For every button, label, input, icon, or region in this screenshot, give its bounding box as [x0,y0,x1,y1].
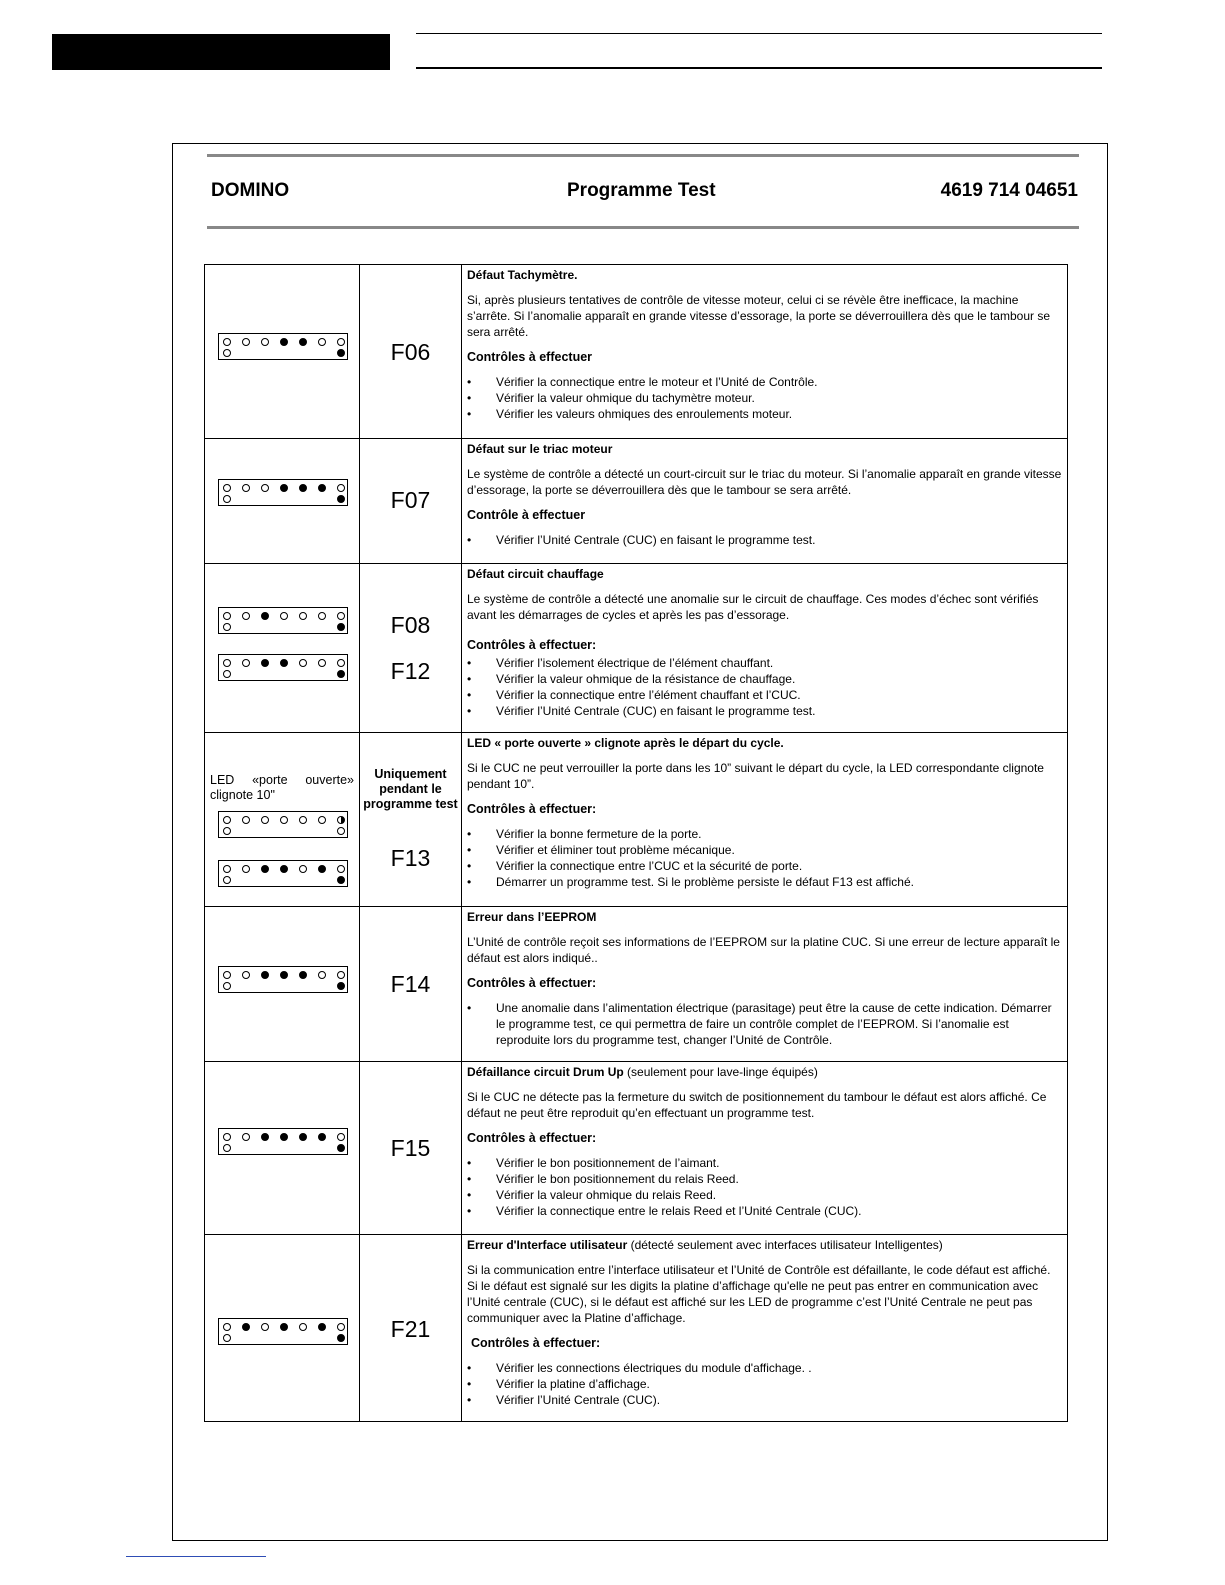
led-indicator [337,1144,345,1152]
fault-title: Défaut Tachymètre. [467,268,578,282]
led-indicator [318,971,326,979]
led-indicator [261,865,269,873]
led-indicator [280,338,288,346]
check-item: • Vérifier la connectique entre le moteur et l’Unité de Contrôle. [467,374,1063,390]
led-indicator [242,971,250,979]
fault-description [462,265,1068,439]
led-panel [218,479,348,506]
fault-title: LED « porte ouverte » clignote après le départ du cycle. [467,736,784,750]
led-indicator [337,971,345,979]
led-indicator [223,349,231,357]
led-indicator [223,1334,231,1342]
led-indicator [280,971,288,979]
led-indicator [223,1323,231,1331]
led-indicator [337,659,345,667]
checks-title: Contrôles à effectuer: [467,1131,597,1145]
led-indicator [223,876,231,884]
led-indicator [280,1133,288,1141]
led-indicator [318,612,326,620]
led-indicator [261,484,269,492]
led-indicator [261,338,269,346]
fault-title [467,1064,1063,1080]
fault-text: Le système de contrôle a détecté une anomalie sur le circuit de chauffage. Ces modes d’échec sont vérifiés avant les démarrages de cycles et après les pas d’essorage. [467,592,1039,622]
led-indicator [223,982,231,990]
checks-list [467,655,1063,719]
led-indicator [261,1133,269,1141]
checks-title: Contrôles à effectuer [467,350,593,364]
led-indicator [318,1133,326,1141]
fault-description [462,907,1068,1062]
fault-title: Erreur dans l’EEPROM [467,910,597,924]
fault-code-cell [360,439,462,564]
check-item: • Vérifier les connections électriques du module d'affichage. . [467,1360,1063,1376]
led-indicator [242,1323,250,1331]
led-indicator [337,876,345,884]
check-item: • Vérifier la bonne fermeture de la porte. [467,826,1063,842]
fault-description [462,1062,1068,1235]
fault-code: F08 [390,612,431,638]
led-indicator [223,971,231,979]
fault-text: Le système de contrôle a détecté un court-circuit sur le triac du moteur. Si l’anomalie apparaît en grande vitesse d’essorage, la porte se déverrouillera dès que le tambour se sera arrêté. [467,467,1062,497]
checks-title: Contrôles à effectuer: [467,638,597,652]
led-indicator [299,1133,307,1141]
fault-description [462,564,1068,733]
led-indicator [223,816,231,824]
led-pattern-cell [205,439,360,564]
fault-code-cell [360,564,462,733]
check-item: • Vérifier les valeurs ohmiques des enroulements moteur. [467,406,1063,422]
led-indicator [280,816,288,824]
led-indicator [242,338,250,346]
led-indicator [223,484,231,492]
led-indicator [318,1323,326,1331]
header-black-bar [52,34,390,70]
led-indicator [337,827,345,835]
led-panel [218,607,348,634]
led-indicator [242,484,250,492]
header-rule-thin [416,33,1102,34]
led-indicator [299,971,307,979]
led-indicator [318,338,326,346]
led-pattern-cell [205,907,360,1062]
led-indicator [337,338,345,346]
fault-text: Si la communication entre l’interface utilisateur et l’Unité de Contrôle est défaillante, le code défaut est affiché. Si le défaut est signalé sur les digits la platine d’affichage qu'elle ne peut pas entrer en communication avec l’Unité centrale (CUC), si le défaut est affiché sur les LED de programme c’est l’Unité Centrale ne peut pas communiquer avec la Platine d’affichage. [467,1263,1051,1325]
led-indicator [223,495,231,503]
check-item: • Vérifier la connectique entre l’CUC et la sécurité de porte. [467,858,1063,874]
fault-code-cell [360,733,462,907]
check-item: • Vérifier la valeur ohmique du relais Reed. [467,1187,1063,1203]
led-indicator [299,338,307,346]
fault-text: L’Unité de contrôle reçoit ses informations de l’EEPROM sur la platine CUC. Si une erreur de lecture apparaît le défaut est alors indiqué.. [467,935,1060,965]
led-panel [218,811,348,838]
footer-link-underline [126,1556,266,1557]
fault-row-f14 [205,907,1068,1062]
checks-title: Contrôles à effectuer: [467,802,597,816]
led-indicator [223,865,231,873]
led-indicator [261,659,269,667]
led-indicator [337,816,345,824]
led-indicator [242,1133,250,1141]
led-indicator [299,612,307,620]
led-indicator [223,1133,231,1141]
led-indicator [242,659,250,667]
led-panel [218,1318,348,1345]
test-only-label: Uniquement pendant le programme test [363,767,458,811]
check-item: • Vérifier la connectique entre l’élément chauffant et l’CUC. [467,687,1063,703]
led-note [210,773,354,803]
led-indicator [261,1323,269,1331]
model-name: DOMINO [211,180,290,201]
checks-list [467,1360,1063,1408]
fault-row-f07 [205,439,1068,564]
led-indicator [223,827,231,835]
led-indicator [280,484,288,492]
led-indicator [337,623,345,631]
led-indicator [299,816,307,824]
led-indicator [299,1323,307,1331]
check-item: • Vérifier l’Unité Centrale (CUC). [467,1392,1063,1408]
fault-code-cell [360,265,462,439]
fault-code: F21 [390,1316,431,1342]
led-note-word: «porte [252,773,288,787]
checks-list [467,374,1063,422]
led-pattern-cell [205,265,360,439]
led-panel [218,333,348,360]
fault-code-cell [360,907,462,1062]
check-item: • Démarrer un programme test. Si le problème persiste le défaut F13 est affiché. [467,874,1063,890]
fault-description [462,1235,1068,1422]
frame-rule-bottom [207,226,1079,229]
led-indicator [337,349,345,357]
checks-list [467,1155,1063,1219]
fault-title-suffix: (détecté seulement avec interfaces utilisateur Intelligentes) [627,1238,943,1252]
led-indicator [337,1133,345,1141]
document-title: Programme Test [567,180,716,201]
led-indicator [299,659,307,667]
led-indicator [280,612,288,620]
check-item: • Vérifier et éliminer tout problème mécanique. [467,842,1063,858]
led-indicator [299,865,307,873]
led-panel [218,860,348,887]
check-item: • Vérifier le bon positionnement du relais Reed. [467,1171,1063,1187]
led-indicator [280,865,288,873]
fault-title-bold: Erreur d'Interface utilisateur [467,1238,628,1252]
fault-row-f15 [205,1062,1068,1235]
led-note-word: ouverte» [305,773,354,787]
fault-row-f21 [205,1235,1068,1422]
check-item: • Vérifier la valeur ohmique du tachymètre moteur. [467,390,1063,406]
fault-text: Si le CUC ne peut verrouiller la porte dans les 10” suivant le départ du cycle, la LED correspondante clignote pendant 10”. [467,761,1044,791]
led-indicator [318,484,326,492]
led-indicator [337,495,345,503]
led-indicator [318,865,326,873]
led-indicator [337,982,345,990]
led-indicator [242,612,250,620]
led-indicator [280,659,288,667]
led-pattern-cell [205,1062,360,1235]
fault-row-f08-f12 [205,564,1068,733]
fault-description [462,439,1068,564]
checks-list [467,1000,1063,1048]
led-note-word: LED [210,773,235,787]
led-pattern-cell [205,564,360,733]
fault-row-f13 [205,733,1068,907]
led-indicator [337,484,345,492]
frame-rule-top [207,154,1079,157]
fault-code: F06 [390,339,431,365]
fault-code: F15 [390,1135,431,1161]
led-indicator [299,484,307,492]
fault-title-suffix: (seulement pour lave-linge équipés) [623,1065,818,1079]
led-indicator [337,612,345,620]
check-item: • Vérifier l’Unité Centrale (CUC) en faisant le programme test. [467,532,1063,548]
led-note-line: clignote 10" [210,788,275,802]
led-indicator [261,612,269,620]
led-indicator [223,670,231,678]
led-indicator [223,338,231,346]
led-indicator [261,816,269,824]
fault-description [462,733,1068,907]
led-indicator [261,971,269,979]
checks-list [467,826,1063,890]
led-panel [218,654,348,681]
led-indicator [223,1144,231,1152]
fault-code-cell [360,1235,462,1422]
led-indicator [242,816,250,824]
fault-text: Si le CUC ne détecte pas la fermeture du switch de positionnement du tambour le défaut est alors affiché. Ce défaut ne peut être reproduit qu’en effectuant un programme test. [467,1090,1047,1120]
check-item: • Vérifier le bon positionnement de l’aimant. [467,1155,1063,1171]
fault-code: F14 [390,971,431,997]
led-indicator [223,659,231,667]
led-pattern-cell [205,733,360,907]
fault-title: Défaut circuit chauffage [467,567,604,581]
fault-code: F07 [390,487,431,513]
fault-row-f06 [205,265,1068,439]
check-item: • Vérifier la connectique entre le relais Reed et l’Unité Centrale (CUC). [467,1203,1063,1219]
checks-list [467,532,1063,548]
fault-table [204,264,1068,1422]
fault-code: F13 [390,845,431,871]
fault-title-bold: Défaillance circuit Drum Up [467,1065,624,1079]
led-indicator [337,670,345,678]
check-item: • Une anomalie dans l’alimentation électrique (parasitage) peut être la cause de cette indication. Démarrer le programme test, ce qui permettra de faire un contrôle complet de l’EEPROM. Si l’anomalie est reproduite lors du programme test, changer l’Unité de Contrôle. [467,1000,1063,1048]
document-number: 4619 714 04651 [940,180,1078,201]
check-item: • Vérifier l’Unité Centrale (CUC) en faisant le programme test. [467,703,1063,719]
check-item: • Vérifier la valeur ohmique de la résistance de chauffage. [467,671,1063,687]
led-indicator [318,659,326,667]
fault-title [467,1237,1063,1253]
led-panel [218,966,348,993]
led-indicator [318,816,326,824]
led-indicator [337,865,345,873]
led-indicator [280,1323,288,1331]
led-panel [218,1128,348,1155]
led-indicator [337,1323,345,1331]
led-indicator [337,1334,345,1342]
fault-title: Défaut sur le triac moteur [467,442,613,456]
fault-code: F12 [390,658,431,684]
check-item: • Vérifier la platine d’affichage. [467,1376,1063,1392]
checks-title: Contrôles à effectuer: [467,976,597,990]
fault-text: Si, après plusieurs tentatives de contrôle de vitesse moteur, celui ci se révèle être inefficace, la machine s’arrête. Si l’anomalie apparaît en grande vitesse d’essorage, la porte se déverrouillera dès que le tambour se sera arrêté. [467,293,1050,339]
check-item: • Vérifier l’isolement électrique de l’élément chauffant. [467,655,1063,671]
led-indicator [223,612,231,620]
led-pattern-cell [205,1235,360,1422]
led-indicator [242,865,250,873]
header-rule-thick [416,67,1102,69]
checks-title: Contrôle à effectuer [467,508,586,522]
led-indicator [223,623,231,631]
checks-title: Contrôles à effectuer: [471,1336,601,1350]
fault-code-cell [360,1062,462,1235]
